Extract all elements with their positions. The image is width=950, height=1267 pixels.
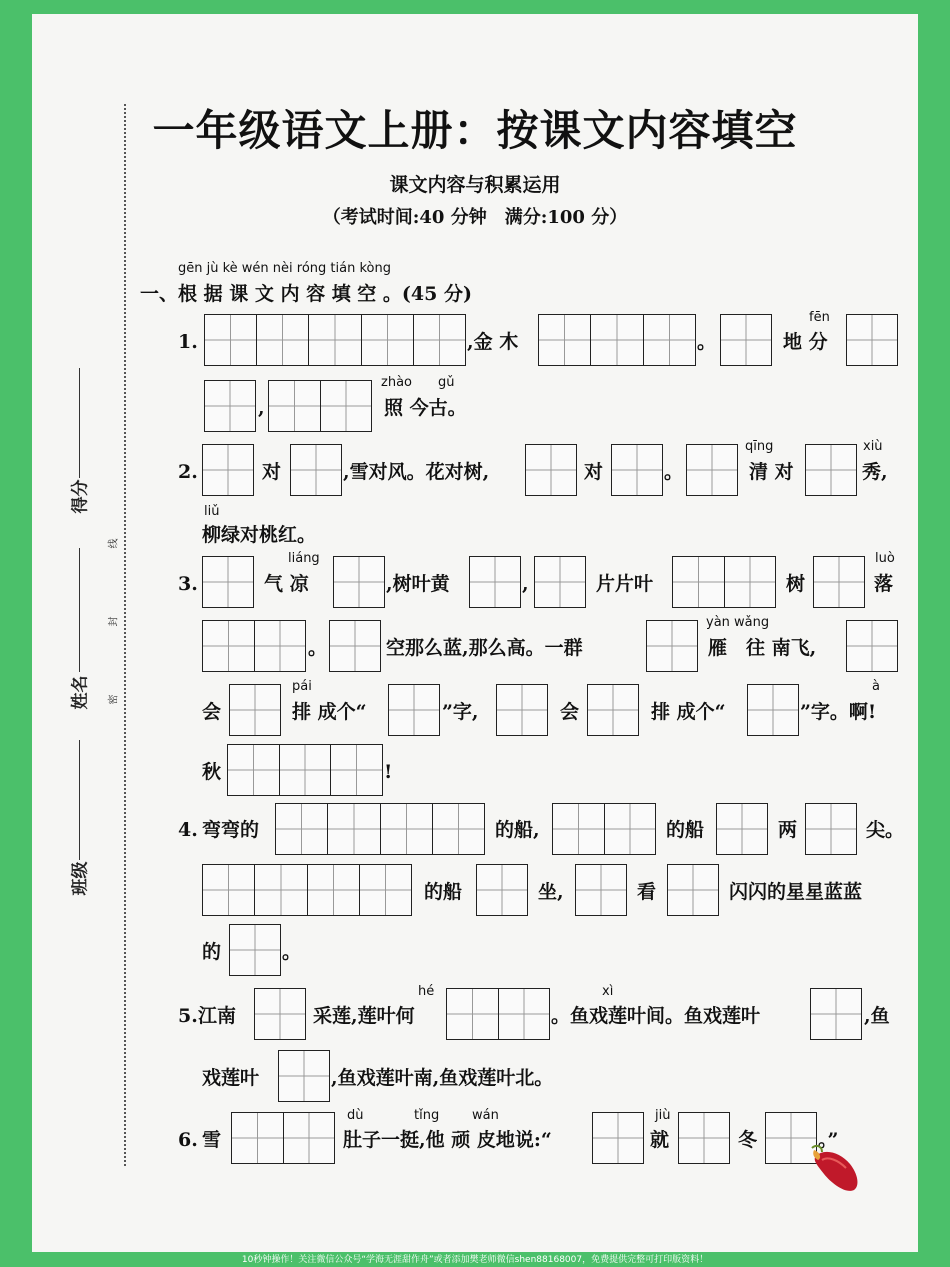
exam-info: （考试时间:40 分钟 满分:100 分） bbox=[322, 207, 628, 228]
q6-text-3: 就 bbox=[650, 1129, 670, 1151]
q3-text-11: 排 成个“ bbox=[292, 701, 367, 723]
q1-blank-3[interactable] bbox=[720, 314, 772, 366]
q1-text-5: 照 今古。 bbox=[384, 397, 467, 419]
q2-blank-4[interactable] bbox=[611, 444, 663, 496]
q1-pinyin-fen: fēn bbox=[809, 310, 830, 325]
q5-text-1: 江南 bbox=[198, 1005, 237, 1027]
q3-blank-2[interactable] bbox=[333, 556, 385, 608]
q4-text-9: 闪闪的星星蓝蓝 bbox=[729, 881, 863, 903]
q6-text-4: 冬 bbox=[738, 1129, 758, 1151]
q3-number: 3. bbox=[178, 573, 198, 595]
q3-blank-8[interactable] bbox=[329, 620, 381, 672]
q5-text-5: 戏莲叶 bbox=[202, 1067, 260, 1089]
q5-text-6: ,鱼戏莲叶南,鱼戏莲叶北。 bbox=[331, 1067, 554, 1089]
q5-number: 5. bbox=[178, 1005, 198, 1027]
q6-pinyin-wan: wán bbox=[472, 1108, 499, 1123]
q2-text-3: 对 bbox=[584, 461, 604, 483]
q6-pinyin-du: dù bbox=[347, 1108, 364, 1123]
q2-text-4: 。 bbox=[664, 461, 684, 483]
q3-blank-12[interactable] bbox=[388, 684, 440, 736]
q2-pinyin-liu: liǔ bbox=[204, 504, 220, 519]
q3-pinyin-yanwang: yàn wǎng bbox=[706, 615, 770, 630]
section-pinyin: gēn jù kè wén nèi róng tián kòng bbox=[178, 261, 391, 276]
q3-text-6: 落 bbox=[874, 573, 894, 595]
q5-blank-4[interactable] bbox=[278, 1050, 330, 1102]
q2-text-7: 柳绿对桃红。 bbox=[202, 524, 317, 546]
q4-text-4: 两 bbox=[778, 819, 798, 841]
q4-blank-2[interactable] bbox=[552, 803, 656, 855]
footer-notice: 10秒钟操作！关注微信公众号“学海无涯甜作舟”或者添加樊老师微信shen88168007，免费提供完整可打印版资料！ bbox=[241, 1255, 709, 1265]
q1-text-2: 。 bbox=[697, 331, 717, 353]
q6-text-2: 肚子一挺,他 顽 皮地说:“ bbox=[343, 1129, 552, 1151]
binding-dotted-line bbox=[124, 104, 126, 1166]
q4-number: 4. bbox=[178, 819, 198, 841]
q2-blank-3[interactable] bbox=[525, 444, 577, 496]
q4-blank-4[interactable] bbox=[805, 803, 857, 855]
q3-text-14: 排 成个“ bbox=[651, 701, 726, 723]
q4-text-10: 的 bbox=[202, 941, 222, 963]
sweet-potato-icon bbox=[810, 1140, 862, 1194]
q2-text-1: 对 bbox=[262, 461, 282, 483]
q5-blank-2[interactable] bbox=[446, 988, 550, 1040]
q3-text-4: 片片叶 bbox=[596, 573, 654, 595]
q3-text-13: 会 bbox=[560, 701, 580, 723]
q5-pinyin-xi: xì bbox=[602, 984, 614, 999]
q1-number: 1. bbox=[178, 331, 198, 353]
q1-text-1: ,金 木 bbox=[467, 331, 519, 353]
q3-blank-15[interactable] bbox=[747, 684, 799, 736]
name-line bbox=[79, 548, 80, 672]
q3-blank-10[interactable] bbox=[846, 620, 898, 672]
q4-text-11: 。 bbox=[282, 941, 302, 963]
seal-char-line: 线 bbox=[108, 538, 120, 549]
section-heading: 一、根 据 课 文 内 容 填 空 。(45 分) bbox=[140, 283, 472, 305]
q6-pinyin-ting: tǐng bbox=[414, 1108, 440, 1123]
q4-text-5: 尖。 bbox=[866, 819, 905, 841]
q2-blank-2[interactable] bbox=[290, 444, 342, 496]
name-label: 姓名 bbox=[70, 675, 91, 710]
q3-blank-5[interactable] bbox=[672, 556, 776, 608]
q6-number: 6. bbox=[178, 1129, 198, 1151]
seal-char-secret: 密 bbox=[108, 694, 120, 705]
q3-text-3: , bbox=[522, 573, 529, 595]
q2-blank-5[interactable] bbox=[686, 444, 738, 496]
q3-text-7: 。 bbox=[308, 637, 328, 659]
q3-blank-3[interactable] bbox=[469, 556, 521, 608]
q2-blank-6[interactable] bbox=[805, 444, 857, 496]
seal-char-seal: 封 bbox=[108, 616, 120, 627]
q3-text-17: ! bbox=[384, 761, 393, 783]
q2-number: 2. bbox=[178, 461, 198, 483]
q6-text-5: 。” bbox=[818, 1129, 839, 1151]
q3-blank-6[interactable] bbox=[813, 556, 865, 608]
q4-blank-3[interactable] bbox=[716, 803, 768, 855]
q3-text-15: ”字。啊! bbox=[800, 701, 877, 723]
score-label: 得分 bbox=[70, 479, 91, 514]
q3-blank-7[interactable] bbox=[202, 620, 306, 672]
q2-pinyin-qing: qīng bbox=[745, 439, 774, 454]
q4-blank-1[interactable] bbox=[275, 803, 485, 855]
q3-blank-1[interactable] bbox=[202, 556, 254, 608]
q3-blank-4[interactable] bbox=[534, 556, 586, 608]
q2-text-2: ,雪对风。花对树, bbox=[343, 461, 490, 483]
q3-blank-13[interactable] bbox=[496, 684, 548, 736]
q3-text-9: 雁 往 南飞, bbox=[708, 637, 817, 659]
q3-pinyin-luo: luò bbox=[875, 551, 895, 566]
q4-text-7: 坐, bbox=[538, 881, 564, 903]
q2-pinyin-xiu: xiù bbox=[863, 439, 883, 454]
q3-text-8: 空那么蓝,那么高。一群 bbox=[386, 637, 583, 659]
q3-text-5: 树 bbox=[786, 573, 806, 595]
q3-blank-14[interactable] bbox=[587, 684, 639, 736]
q4-blank-7[interactable] bbox=[575, 864, 627, 916]
q5-blank-3[interactable] bbox=[810, 988, 862, 1040]
q3-blank-9[interactable] bbox=[646, 620, 698, 672]
q1-blank-2[interactable] bbox=[538, 314, 696, 366]
q3-text-1: 气 凉 bbox=[264, 573, 309, 595]
q4-text-1: 弯弯的 bbox=[202, 819, 260, 841]
q1-blank-4[interactable] bbox=[846, 314, 898, 366]
q4-blank-6[interactable] bbox=[476, 864, 528, 916]
q1-blank-1[interactable] bbox=[204, 314, 466, 366]
page-subtitle: 课文内容与积累运用 bbox=[389, 174, 561, 196]
q3-blank-11[interactable] bbox=[229, 684, 281, 736]
q4-text-2: 的船, bbox=[495, 819, 540, 841]
q4-blank-8[interactable] bbox=[667, 864, 719, 916]
q3-blank-16[interactable] bbox=[227, 744, 383, 796]
q1-blank-5[interactable] bbox=[204, 380, 256, 432]
q5-text-2: 采莲,莲叶何 bbox=[313, 1005, 415, 1027]
q2-blank-1[interactable] bbox=[202, 444, 254, 496]
q1-pinyin-zhao: zhào bbox=[381, 375, 412, 390]
q3-text-12: ”字, bbox=[442, 701, 479, 723]
q3-text-10: 会 bbox=[202, 701, 222, 723]
q1-text-4: , bbox=[258, 397, 265, 419]
q6-blank-1[interactable] bbox=[231, 1112, 335, 1164]
q4-text-3: 的船 bbox=[666, 819, 705, 841]
q3-text-16: 秋 bbox=[202, 761, 222, 783]
q4-blank-5[interactable] bbox=[202, 864, 412, 916]
q3-pinyin-a: à bbox=[872, 679, 880, 694]
q2-text-5: 清 对 bbox=[749, 461, 794, 483]
q3-text-2: ,树叶黄 bbox=[386, 573, 450, 595]
q4-blank-9[interactable] bbox=[229, 924, 281, 976]
q3-pinyin-pai: pái bbox=[292, 679, 312, 694]
q4-text-6: 的船 bbox=[424, 881, 463, 903]
q6-text-1: 雪 bbox=[202, 1129, 222, 1151]
q5-pinyin-he: hé bbox=[418, 984, 435, 999]
q1-pinyin-gu: gǔ bbox=[438, 375, 455, 390]
q6-blank-3[interactable] bbox=[678, 1112, 730, 1164]
score-line bbox=[79, 368, 80, 478]
q4-text-8: 看 bbox=[637, 881, 657, 903]
q1-text-3: 地 分 bbox=[783, 331, 828, 353]
q5-blank-1[interactable] bbox=[254, 988, 306, 1040]
q3-pinyin-liang: liáng bbox=[288, 551, 320, 566]
q1-blank-6[interactable] bbox=[268, 380, 372, 432]
q5-text-3: 。鱼戏莲叶间。鱼戏莲叶 bbox=[551, 1005, 761, 1027]
q6-blank-2[interactable] bbox=[592, 1112, 644, 1164]
class-label: 班级 bbox=[70, 861, 91, 896]
page-title: 一年级语文上册：按课文内容填空 bbox=[152, 106, 798, 155]
q2-text-6: 秀, bbox=[862, 461, 888, 483]
q6-pinyin-jiu: jiù bbox=[655, 1108, 671, 1123]
class-line bbox=[79, 740, 80, 860]
q5-text-4: ,鱼 bbox=[864, 1005, 890, 1027]
